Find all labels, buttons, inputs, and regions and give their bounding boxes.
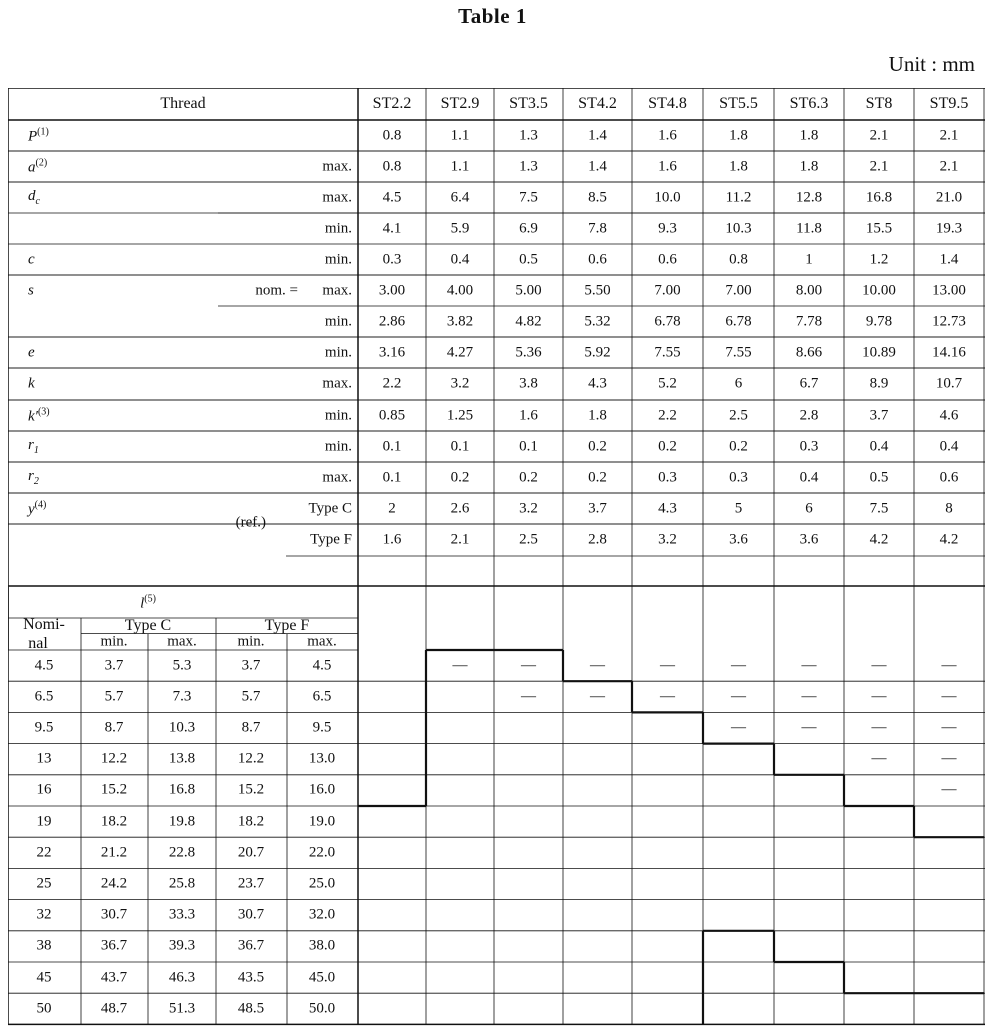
- dimension-value: 4.6: [939, 407, 959, 423]
- type-c-min: 21.2: [100, 844, 128, 861]
- dimension-value: 5.2: [658, 375, 677, 392]
- unit-label: Unit : mm: [888, 52, 975, 76]
- dimension-symbol: [28, 377, 35, 392]
- dimension-value: 4.82: [515, 313, 542, 329]
- dimension-value: 0.4: [450, 251, 470, 267]
- dimension-value: 0.1: [382, 438, 402, 454]
- symbol-text: c: [28, 251, 35, 267]
- dimension-value: 6.7: [799, 375, 819, 392]
- symbol-subscript: c: [35, 195, 40, 207]
- not-applicable-dash: —: [521, 688, 536, 705]
- type-c-max: 13.8: [168, 750, 196, 767]
- dimension-symbol: [28, 189, 40, 207]
- nominal-length: 16: [36, 781, 52, 798]
- dimension-value: 6.78: [654, 313, 681, 329]
- dimension-value: 8.9: [869, 375, 889, 392]
- dimension-value: 3.2: [519, 500, 538, 516]
- dimension-value: 3.82: [446, 313, 474, 329]
- type-f-min: 43.5: [237, 969, 265, 986]
- nominal-header: nal: [28, 635, 48, 652]
- nominal-header: Nomi-: [23, 616, 65, 633]
- dimension-value: 0.85: [378, 407, 406, 423]
- type-c-min: 5.7: [104, 688, 124, 705]
- type-f-max: 38.0: [308, 937, 336, 954]
- nominal-length: 6.5: [34, 688, 54, 705]
- type-f-max: 16.0: [308, 781, 336, 798]
- size-header: ST6.3: [789, 95, 829, 112]
- dimension-value: 2.1: [869, 127, 889, 143]
- limit-label: min.: [324, 220, 352, 236]
- symbol-text: s: [28, 282, 34, 298]
- dimension-value: 1.1: [450, 158, 470, 174]
- not-applicable-dash: —: [660, 657, 675, 674]
- dimension-value: 2.1: [450, 531, 470, 548]
- dimension-symbol: [28, 500, 46, 517]
- type-f-min: 5.7: [241, 688, 261, 705]
- type-c-header: Type C: [124, 617, 172, 634]
- dimension-value: 8.00: [795, 282, 823, 298]
- size-header: ST4.8: [648, 95, 687, 112]
- dimension-value: 1.8: [799, 127, 819, 143]
- dimension-value: 5.50: [584, 282, 611, 298]
- type-c-max: 39.3: [168, 937, 196, 954]
- dimension-value: 6: [805, 500, 813, 516]
- dimension-value: 16.8: [865, 189, 893, 205]
- dimension-value: 3.8: [519, 375, 538, 392]
- dimension-value: 0.4: [799, 469, 819, 485]
- symbol-text: k: [28, 375, 35, 392]
- type-f-min: 18.2: [237, 813, 265, 830]
- type-c-min: 8.7: [104, 719, 124, 736]
- type-c-max: 25.8: [168, 875, 196, 892]
- dimension-value: 0.1: [519, 438, 538, 454]
- nominal-length: 32: [36, 906, 52, 923]
- dimension-table: [8, 88, 985, 1028]
- size-header: ST2.9: [440, 95, 480, 112]
- symbol-text: k′: [28, 408, 38, 424]
- symbol-text: a: [28, 159, 36, 175]
- type-f-min: 15.2: [237, 781, 265, 798]
- nominal-length: 4.5: [34, 657, 54, 674]
- dimension-value: 1.6: [519, 407, 538, 423]
- type-f-min: 3.7: [241, 657, 261, 674]
- dimension-value: 2.86: [378, 313, 406, 329]
- dimension-value: 3.7: [588, 500, 607, 516]
- type-f-max: 6.5: [312, 688, 332, 705]
- not-applicable-dash: —: [871, 750, 887, 767]
- dimension-value: 2.1: [939, 158, 959, 174]
- symbol-subscript: 1: [33, 444, 39, 456]
- not-applicable-dash: —: [452, 657, 468, 674]
- dimension-value: 6.78: [725, 313, 752, 329]
- footnote-ref: (5): [144, 593, 156, 605]
- type-f-max: 13.0: [308, 750, 336, 767]
- limit-label: min.: [324, 251, 352, 267]
- dimension-value: 3.7: [869, 407, 889, 423]
- type-f-max: 45.0: [308, 969, 336, 986]
- dimension-value: 8: [945, 500, 953, 516]
- footnote-ref: (2): [35, 157, 48, 168]
- type-c-max: 19.8: [168, 813, 196, 830]
- dimension-value: 1.6: [382, 531, 402, 548]
- symbol-text: l: [140, 595, 145, 612]
- type-f-max: 22.0: [308, 844, 336, 861]
- dimension-value: 5: [734, 500, 743, 516]
- nominal-length: 50: [36, 1000, 52, 1017]
- limit-subheader: min.: [100, 633, 128, 650]
- type-c-max: 33.3: [168, 906, 196, 923]
- dimension-value: 10.89: [862, 344, 896, 360]
- type-c-min: 43.7: [100, 969, 128, 986]
- type-c-min: 36.7: [100, 937, 128, 954]
- dimension-value: 11.8: [796, 220, 822, 236]
- symbol-subscript: 2: [33, 475, 39, 487]
- dimension-value: 15.5: [865, 220, 893, 236]
- type-f-min: 36.7: [237, 937, 265, 954]
- thread-header: Thread: [160, 95, 206, 112]
- dimension-value: 8.5: [588, 189, 607, 205]
- type-f-max: 4.5: [312, 657, 332, 674]
- type-f-min: 23.7: [237, 875, 265, 892]
- limit-label: max.: [322, 282, 352, 298]
- symbol-text: y: [28, 501, 35, 517]
- limit-label: max.: [322, 189, 352, 205]
- not-applicable-dash: —: [871, 657, 887, 674]
- dimension-symbol: [28, 127, 49, 144]
- symbol-text: e: [28, 344, 35, 360]
- limit-qualifier: nom. =: [255, 282, 298, 298]
- dimension-value: 4.2: [869, 531, 889, 548]
- not-applicable-dash: —: [590, 688, 605, 705]
- dimension-value: 7.55: [654, 344, 681, 360]
- size-header: ST9.5: [929, 95, 969, 112]
- dimension-value: 4.3: [588, 375, 607, 392]
- limit-label: min.: [324, 438, 352, 454]
- type-c-min: 48.7: [100, 1000, 128, 1017]
- dimension-value: 4.00: [446, 282, 474, 298]
- limit-label: max.: [322, 469, 352, 485]
- dimension-value: 1.2: [869, 251, 889, 267]
- dimension-symbol: [28, 158, 47, 175]
- type-c-min: 3.7: [104, 657, 124, 674]
- dimension-value: 12.73: [932, 313, 966, 329]
- type-f-max: 25.0: [308, 875, 336, 892]
- dimension-symbol: [28, 469, 39, 487]
- limit-subheader: min.: [237, 633, 265, 650]
- dimension-value: 0.1: [450, 438, 470, 454]
- dimension-value: 3.2: [450, 375, 470, 392]
- not-applicable-dash: —: [871, 688, 887, 705]
- dimension-value: 3.6: [729, 531, 748, 548]
- dimension-value: 2.2: [658, 407, 677, 423]
- footnote-ref: (3): [37, 406, 50, 417]
- limit-label: max.: [322, 375, 352, 392]
- dimension-value: 4.27: [446, 344, 474, 360]
- type-f-max: 9.5: [312, 719, 332, 736]
- length-symbol: [140, 595, 156, 612]
- dimension-value: 1.4: [588, 158, 607, 174]
- limit-label: min.: [324, 313, 352, 329]
- dimension-value: 0.2: [729, 438, 748, 454]
- limit-subheader: max.: [307, 633, 337, 650]
- dimension-symbol: [28, 407, 50, 424]
- dimension-value: 0.8: [382, 127, 402, 143]
- not-applicable-dash: —: [801, 688, 817, 705]
- type-c-max: 5.3: [172, 657, 192, 674]
- type-c-min: 18.2: [100, 813, 128, 830]
- dimension-value: 10.3: [725, 220, 752, 236]
- dimension-value: 3.6: [799, 531, 819, 548]
- dimension-value: 0.8: [729, 251, 748, 267]
- dimension-value: 14.16: [932, 344, 966, 360]
- dimension-value: 2.8: [799, 407, 819, 423]
- not-applicable-dash: —: [871, 719, 887, 736]
- dimension-value: 6.9: [519, 220, 538, 236]
- type-f-max: 32.0: [308, 906, 336, 923]
- type-f-max: 50.0: [308, 1000, 336, 1017]
- dimension-symbol: [28, 283, 34, 298]
- type-c-min: 12.2: [100, 750, 128, 767]
- not-applicable-dash: —: [660, 688, 675, 705]
- dimension-value: 7.55: [725, 344, 752, 360]
- type-c-max: 16.8: [168, 781, 196, 798]
- dimension-value: 0.6: [588, 251, 607, 267]
- size-header: ST8: [865, 95, 893, 112]
- dimension-value: 2.1: [869, 158, 889, 174]
- type-c-min: 30.7: [100, 906, 128, 923]
- not-applicable-dash: —: [731, 688, 746, 705]
- nominal-length: 38: [36, 937, 52, 954]
- limit-label: Type F: [310, 531, 352, 548]
- dimension-value: 0.3: [382, 251, 402, 267]
- dimension-value: 10.00: [862, 282, 896, 298]
- dimension-value: 0.1: [382, 469, 402, 485]
- dimension-value: 3.16: [378, 344, 406, 360]
- dimension-value: 2.5: [729, 407, 748, 423]
- dimension-value: 4.5: [382, 189, 402, 205]
- dimension-value: 5.00: [515, 282, 542, 298]
- dimension-value: 11.2: [725, 189, 752, 205]
- dimension-value: 0.5: [519, 251, 538, 267]
- dimension-value: 0.2: [519, 469, 538, 485]
- symbol-text: r: [28, 467, 34, 484]
- dimension-value: 2.2: [382, 375, 402, 392]
- dimension-value: 1.8: [729, 127, 748, 143]
- not-applicable-dash: —: [941, 688, 957, 705]
- size-header: ST5.5: [719, 95, 758, 112]
- dimension-value: 0.3: [799, 438, 819, 454]
- table-grid: [8, 88, 985, 1028]
- dimension-value: 0.8: [382, 158, 402, 174]
- dimension-value: 10.7: [935, 375, 963, 392]
- dimension-value: 1.8: [729, 158, 748, 174]
- dimension-value: 9.78: [865, 313, 893, 329]
- dimension-value: 0.2: [588, 438, 607, 454]
- dimension-value: 7.5: [869, 500, 889, 516]
- type-f-header: Type F: [264, 617, 310, 634]
- dimension-value: 0.2: [450, 469, 470, 485]
- dimension-symbol: [28, 438, 39, 456]
- symbol-text: P: [28, 128, 38, 144]
- symbol-text: d: [28, 187, 36, 204]
- limit-label: min.: [324, 407, 352, 423]
- dimension-value: 10.0: [654, 189, 681, 205]
- dimension-value: 0.5: [869, 469, 889, 485]
- dimension-value: 3.00: [378, 282, 406, 298]
- not-applicable-dash: —: [590, 657, 605, 674]
- dimension-value: 0.3: [729, 469, 748, 485]
- type-f-min: 48.5: [237, 1000, 265, 1017]
- not-applicable-dash: —: [941, 750, 957, 767]
- dimension-value: 6: [734, 375, 743, 392]
- type-c-max: 7.3: [172, 688, 192, 705]
- dimension-value: 0.6: [939, 469, 959, 485]
- not-applicable-dash: —: [521, 657, 536, 674]
- type-c-min: 24.2: [100, 875, 128, 892]
- dimension-value: 12.8: [795, 189, 823, 205]
- type-c-max: 22.8: [168, 844, 196, 861]
- dimension-value: 4.3: [658, 500, 677, 516]
- dimension-value: 7.8: [588, 220, 607, 236]
- not-applicable-dash: —: [941, 781, 957, 798]
- nominal-length: 45: [36, 969, 52, 986]
- type-f-min: 20.7: [237, 844, 265, 861]
- not-applicable-dash: —: [941, 719, 957, 736]
- dimension-value: 1.1: [450, 127, 470, 143]
- dimension-symbol: [28, 252, 35, 267]
- dimension-value: 2.1: [939, 127, 959, 143]
- dimension-value: 7.00: [654, 282, 681, 298]
- type-f-min: 30.7: [237, 906, 265, 923]
- type-f-max: 19.0: [308, 813, 336, 830]
- dimension-value: 1.25: [446, 407, 474, 423]
- limit-label: max.: [322, 158, 352, 174]
- dimension-value: 2: [388, 500, 396, 516]
- dimension-value: 13.00: [932, 282, 966, 298]
- type-f-min: 8.7: [241, 719, 261, 736]
- table-title: Table 1: [458, 4, 527, 28]
- type-c-max: 10.3: [168, 719, 196, 736]
- dimension-value: 2.6: [450, 500, 470, 516]
- dimension-value: 7.78: [795, 313, 823, 329]
- dimension-value: 1.8: [588, 407, 607, 423]
- limit-qualifier: (ref.): [235, 514, 266, 530]
- type-f-min: 12.2: [237, 750, 265, 767]
- limit-label: Type C: [308, 500, 352, 516]
- dimension-value: 0.4: [869, 438, 889, 454]
- dimension-symbol: [28, 345, 35, 360]
- dimension-value: 5.9: [450, 220, 470, 236]
- dimension-value: 6.4: [450, 189, 470, 205]
- dimension-value: 9.3: [658, 220, 677, 236]
- size-header: ST3.5: [509, 95, 548, 112]
- nominal-length: 9.5: [34, 719, 54, 736]
- limit-label: min.: [324, 344, 352, 360]
- dimension-value: 0.6: [658, 251, 677, 267]
- dimension-value: 21.0: [935, 189, 963, 205]
- dimension-value: 19.3: [935, 220, 963, 236]
- nominal-length: 25: [36, 875, 52, 892]
- type-c-max: 51.3: [168, 1000, 196, 1017]
- symbol-text: r: [28, 436, 34, 453]
- type-c-max: 46.3: [168, 969, 196, 986]
- dimension-value: 1.6: [658, 158, 677, 174]
- dimension-value: 2.5: [519, 531, 538, 548]
- not-applicable-dash: —: [941, 657, 957, 674]
- not-applicable-dash: —: [731, 719, 746, 736]
- footnote-ref: (1): [37, 126, 49, 137]
- dimension-value: 5.92: [584, 344, 611, 360]
- dimension-value: 1.6: [658, 127, 677, 143]
- dimension-value: 5.32: [584, 313, 611, 329]
- dimension-value: 0.2: [588, 469, 607, 485]
- dimension-value: 7.5: [519, 189, 538, 205]
- dimension-value: 0.2: [658, 438, 677, 454]
- dimension-value: 1.4: [588, 127, 607, 143]
- nominal-length: 13: [36, 750, 52, 767]
- not-applicable-dash: —: [801, 657, 817, 674]
- nominal-length: 19: [36, 813, 52, 830]
- dimension-value: 2.8: [588, 531, 607, 548]
- dimension-value: 0.3: [658, 469, 677, 485]
- not-applicable-dash: —: [731, 657, 746, 674]
- dimension-value: 8.66: [795, 344, 823, 360]
- dimension-value: 1.3: [519, 158, 538, 174]
- dimension-value: 1.3: [519, 127, 538, 143]
- dimension-value: 1.8: [799, 158, 819, 174]
- dimension-value: 5.36: [515, 344, 542, 360]
- limit-subheader: max.: [167, 633, 197, 650]
- dimension-value: 7.00: [725, 282, 752, 298]
- dimension-value: 3.2: [658, 531, 677, 548]
- size-header: ST4.2: [578, 95, 617, 112]
- dimension-value: 1.4: [939, 251, 959, 267]
- type-c-min: 15.2: [100, 781, 128, 798]
- dimension-value: 0.4: [939, 438, 959, 454]
- dimension-value: 1: [805, 251, 813, 267]
- nominal-length: 22: [36, 844, 52, 861]
- size-header: ST2.2: [372, 95, 412, 112]
- not-applicable-dash: —: [801, 719, 817, 736]
- dimension-value: 4.1: [382, 220, 402, 236]
- dimension-value: 4.2: [939, 531, 959, 548]
- footnote-ref: (4): [34, 499, 47, 510]
